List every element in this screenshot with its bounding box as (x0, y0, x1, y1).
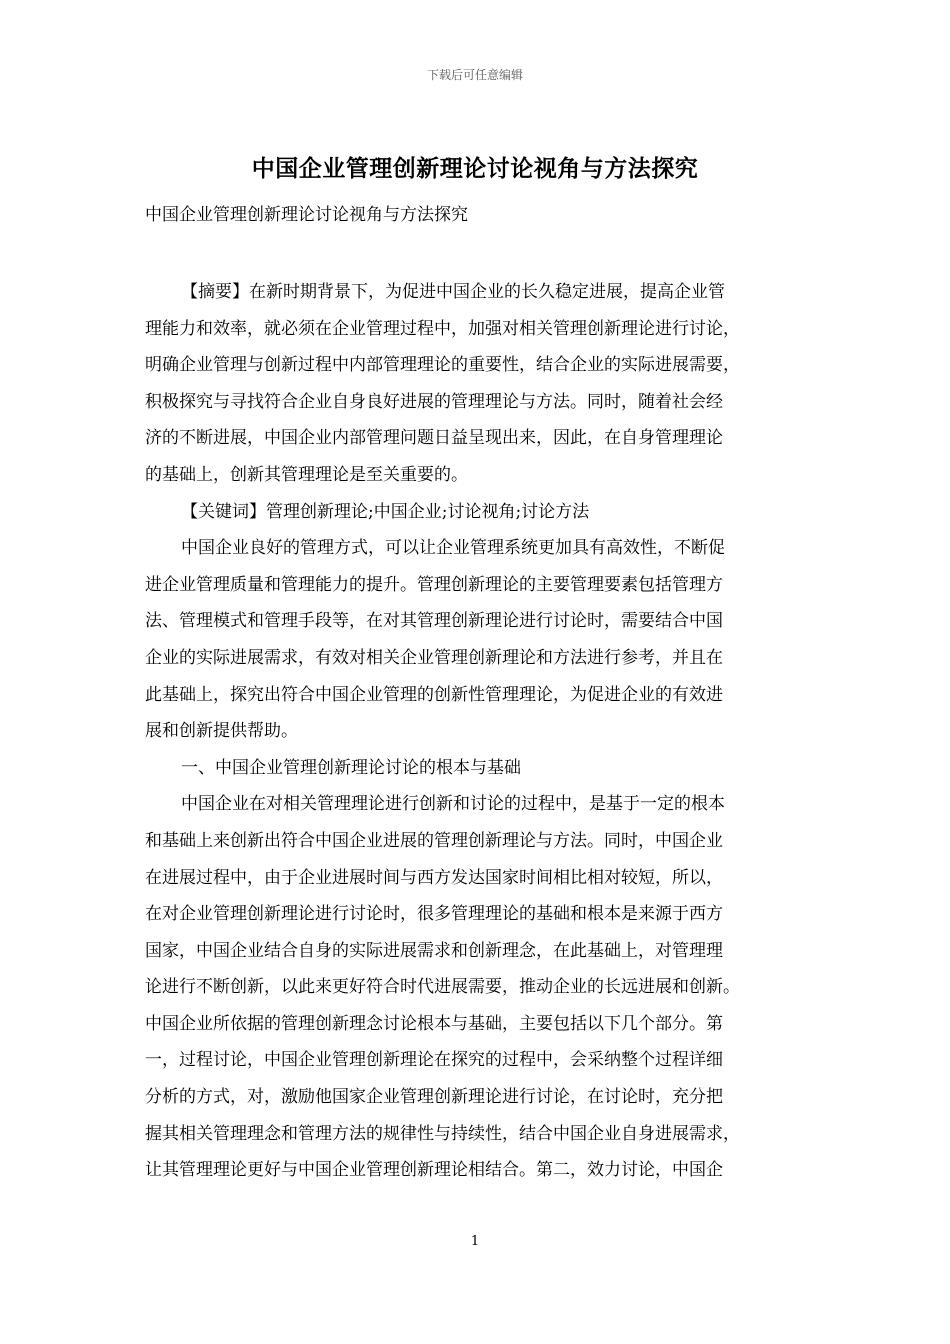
body-line: 积极探究与寻找符合企业自身良好进展的管理理论与方法。同时，随着社会经 (145, 391, 723, 412)
page-number: 1 (470, 1234, 480, 1249)
body-line: 展和创新提供帮助。 (145, 721, 298, 742)
body-line: 的基础上，创新其管理理论是至关重要的。 (145, 464, 468, 485)
document-subtitle: 中国企业管理创新理论讨论视角与方法探究 (145, 205, 468, 225)
body-line: 理能力和效率，就必须在企业管理过程中，加强对相关管理创新理论进行讨论， (145, 318, 740, 339)
body-line: 中国企业在对相关管理理论进行创新和讨论的过程中，是基于一定的根本 (181, 794, 725, 815)
body-line: 进企业管理质量和管理能力的提升。管理创新理论的主要管理要素包括管理方 (145, 574, 723, 595)
body-line: 在对企业管理创新理论进行讨论时，很多管理理论的基础和根本是来源于西方 (145, 904, 723, 925)
body-text (145, 274, 807, 1189)
body-line: 在进展过程中，由于企业进展时间与西方发达国家时间相比相对较短，所以， (145, 867, 723, 888)
body-line: 中国企业良好的管理方式，可以让企业管理系统更加具有高效性，不断促 (181, 538, 725, 559)
body-line: 【关键词】管理创新理论;中国企业;讨论视角;讨论方法 (181, 501, 590, 522)
body-line: 国家，中国企业结合自身的实际进展需求和创新理念，在此基础上，对管理理 (145, 940, 723, 961)
body-line: 明确企业管理与创新过程中内部管理理论的重要性，结合企业的实际进展需要， (145, 355, 740, 376)
body-line: 一，过程讨论，中国企业管理创新理论在探究的过程中，会采纳整个过程详细 (145, 1050, 723, 1071)
body-line: 论进行不断创新，以此来更好符合时代进展需要，推动企业的长远进展和创新。 (145, 977, 740, 998)
body-line: 握其相关管理理念和管理方法的规律性与持续性，结合中国企业自身进展需求， (145, 1123, 740, 1144)
body-line: 济的不断进展，中国企业内部管理问题日益呈现出来，因此，在自身管理理论 (145, 428, 723, 449)
body-line: 中国企业所依据的管理创新理念讨论根本与基础，主要包括以下几个部分。第 (145, 1013, 723, 1034)
body-line: 分析的方式，对，激励他国家企业管理创新理论进行讨论，在讨论时，充分把 (145, 1087, 723, 1108)
body-line: 法、管理模式和管理手段等，在对其管理创新理论进行讨论时，需要结合中国 (145, 611, 723, 632)
body-line: 让其管理理论更好与中国企业管理创新理论相结合。第二，效力讨论，中国企 (145, 1160, 723, 1181)
body-line: 此基础上，探究出符合中国企业管理的创新性管理理论，为促进企业的有效进 (145, 684, 723, 705)
body-line: 【摘要】在新时期背景下，为促进中国企业的长久稳定进展，提高企业管 (181, 282, 725, 302)
body-line: 企业的实际进展需求，有效对相关企业管理创新理论和方法进行参考，并且在 (145, 647, 723, 668)
body-line: 和基础上来创新出符合中国企业进展的管理创新理论与方法。同时，中国企业 (145, 830, 723, 851)
document-title: 中国企业管理创新理论讨论视角与方法探究 (251, 155, 699, 182)
header-note: 下载后可任意编辑 (426, 68, 523, 82)
body-line: 一、中国企业管理创新理论讨论的根本与基础 (181, 757, 521, 778)
